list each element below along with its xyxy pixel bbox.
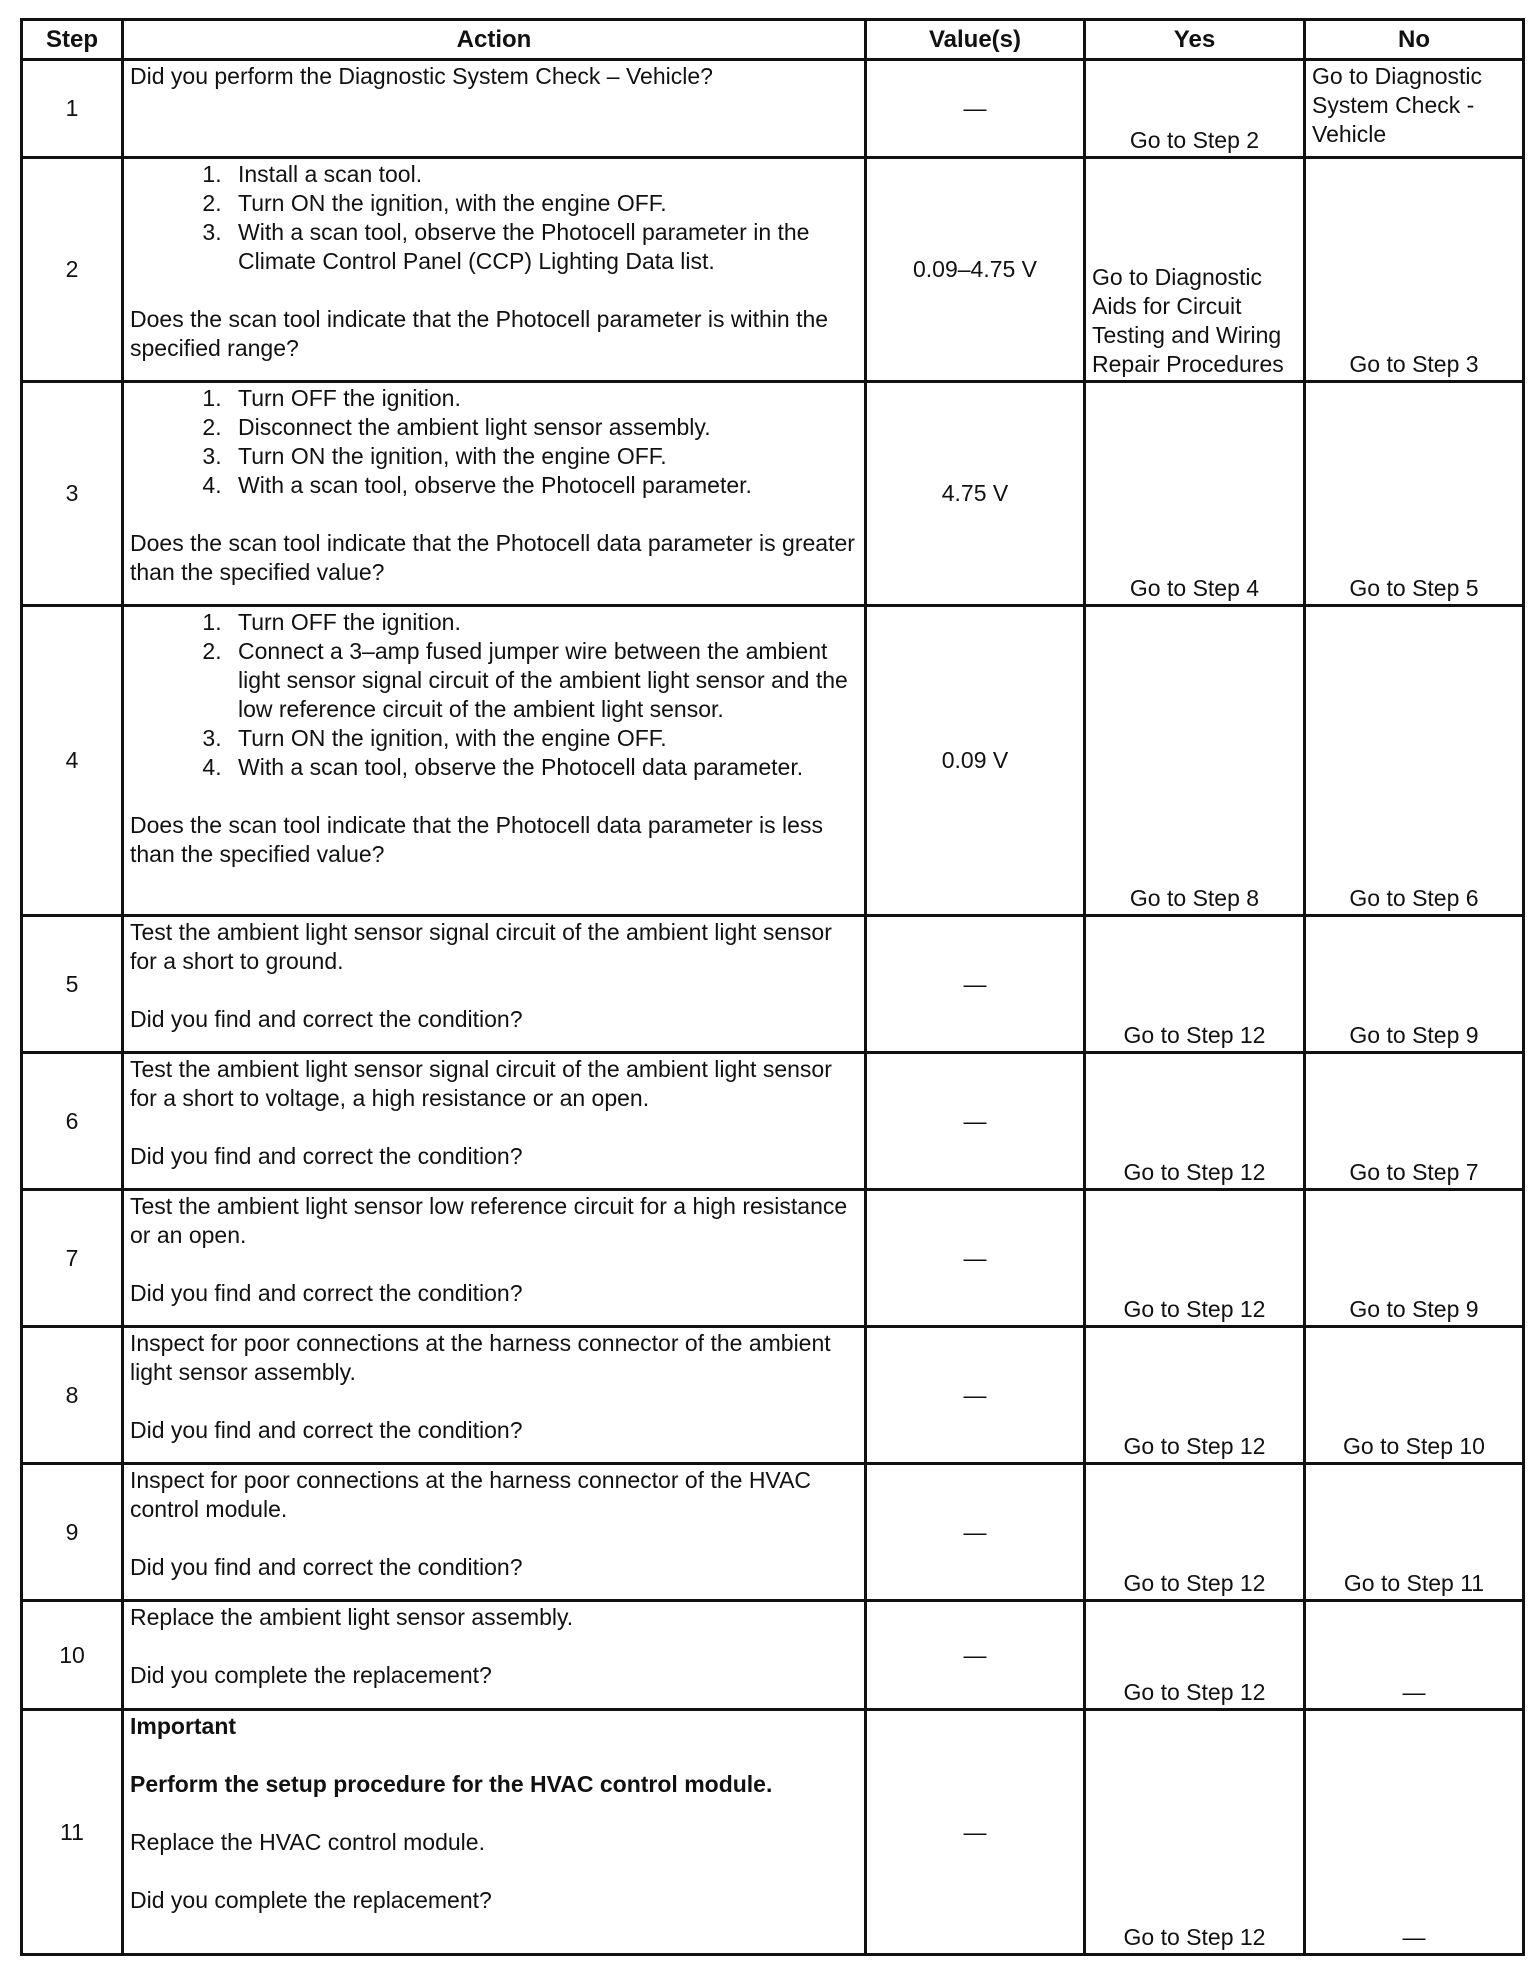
substep: 1. Turn OFF the ignition. <box>228 384 858 413</box>
table-row <box>22 1464 1524 1601</box>
action-instruction: Test the ambient light sensor signal circuit of the ambient light sensor for a short to ground. <box>130 919 832 974</box>
action-question: Did you find and correct the condition? <box>130 1143 523 1169</box>
action-question: Did you complete the replacement? <box>130 1662 492 1688</box>
yes-cell: Go to Step 4 <box>1085 382 1305 606</box>
action-instruction: Replace the HVAC control module. <box>130 1829 485 1855</box>
substep: 3. With a scan tool, observe the Photocell parameter in the Climate Control Panel (CCP) Lighting Data list. <box>228 218 858 276</box>
yes-cell: Go to Step 12 <box>1085 1464 1305 1601</box>
substep-list <box>130 384 858 500</box>
value-cell: — <box>866 916 1085 1053</box>
no-cell: — <box>1305 1710 1524 1955</box>
value-cell: 0.09–4.75 V <box>866 158 1085 382</box>
action-cell <box>123 916 866 1053</box>
step-number: 8 <box>22 1327 123 1464</box>
value-cell: — <box>866 1327 1085 1464</box>
action-instruction: Test the ambient light sensor signal circuit of the ambient light sensor for a short to voltage, a high resistance or an open. <box>130 1056 832 1111</box>
action-question: Does the scan tool indicate that the Photocell parameter is within the specified range? <box>130 306 829 361</box>
header-no: No <box>1305 20 1524 60</box>
header-values: Value(s) <box>866 20 1085 60</box>
substep-list <box>130 160 858 276</box>
step-number: 6 <box>22 1053 123 1190</box>
yes-cell: Go to Diagnostic Aids for Circuit Testing and Wiring Repair Procedures <box>1085 158 1305 382</box>
substep: 4. With a scan tool, observe the Photocell parameter. <box>228 471 858 500</box>
step-number: 1 <box>22 60 123 158</box>
yes-cell: Go to Step 12 <box>1085 1710 1305 1955</box>
important-note: Perform the setup procedure for the HVAC control module. <box>130 1771 773 1797</box>
action-question: Did you find and correct the condition? <box>130 1554 523 1580</box>
substep: 2. Connect a 3–amp fused jumper wire between the ambient light sensor signal circuit of the ambient light sensor and the low reference circuit of the ambient light sensor. <box>228 637 858 724</box>
header-step: Step <box>22 20 123 60</box>
action-instruction: Inspect for poor connections at the harness connector of the HVAC control module. <box>130 1467 812 1522</box>
no-cell: — <box>1305 1601 1524 1710</box>
value-cell: — <box>866 1601 1085 1710</box>
yes-cell: Go to Step 12 <box>1085 1601 1305 1710</box>
action-cell <box>123 158 866 382</box>
value-cell: — <box>866 1710 1085 1955</box>
step-number: 10 <box>22 1601 123 1710</box>
value-cell: — <box>866 1053 1085 1190</box>
substep: 4. With a scan tool, observe the Photocell data parameter. <box>228 753 858 782</box>
substep: 1. Install a scan tool. <box>228 160 858 189</box>
no-cell: Go to Step 6 <box>1305 606 1524 916</box>
table-row <box>22 1710 1524 1955</box>
yes-cell: Go to Step 2 <box>1085 60 1305 158</box>
no-cell: Go to Step 11 <box>1305 1464 1524 1601</box>
substep: 1. Turn OFF the ignition. <box>228 608 858 637</box>
action-cell <box>123 1710 866 1955</box>
action-question: Did you find and correct the condition? <box>130 1417 523 1443</box>
no-cell: Go to Step 7 <box>1305 1053 1524 1190</box>
value-cell: 0.09 V <box>866 606 1085 916</box>
step-number: 11 <box>22 1710 123 1955</box>
table-row <box>22 60 1524 158</box>
action-question: Did you find and correct the condition? <box>130 1006 523 1032</box>
table-row <box>22 158 1524 382</box>
action-cell <box>123 1190 866 1327</box>
step-number: 2 <box>22 158 123 382</box>
action-question: Does the scan tool indicate that the Photocell data parameter is greater than the specified value? <box>130 530 855 585</box>
value-cell: — <box>866 60 1085 158</box>
no-cell: Go to Step 3 <box>1305 158 1524 382</box>
table-row <box>22 1053 1524 1190</box>
yes-cell: Go to Step 12 <box>1085 1190 1305 1327</box>
step-number: 7 <box>22 1190 123 1327</box>
substep-list <box>130 608 858 782</box>
yes-cell: Go to Step 12 <box>1085 1053 1305 1190</box>
diagnostic-table-page <box>20 18 1522 1956</box>
yes-cell: Go to Step 12 <box>1085 1327 1305 1464</box>
diagnostic-table <box>20 18 1525 1956</box>
action-instruction: Replace the ambient light sensor assembly. <box>130 1604 574 1630</box>
step-number: 5 <box>22 916 123 1053</box>
step-number: 9 <box>22 1464 123 1601</box>
action-question: Does the scan tool indicate that the Photocell data parameter is less than the specified value? <box>130 812 823 867</box>
table-row <box>22 916 1524 1053</box>
table-row <box>22 1327 1524 1464</box>
no-cell: Go to Step 5 <box>1305 382 1524 606</box>
value-cell: — <box>866 1190 1085 1327</box>
step-number: 3 <box>22 382 123 606</box>
table-row <box>22 1601 1524 1710</box>
table-row <box>22 382 1524 606</box>
important-label: Important <box>130 1713 237 1739</box>
action-cell <box>123 382 866 606</box>
no-cell: Go to Step 10 <box>1305 1327 1524 1464</box>
yes-cell: Go to Step 8 <box>1085 606 1305 916</box>
action-cell <box>123 1327 866 1464</box>
value-cell: 4.75 V <box>866 382 1085 606</box>
action-cell <box>123 606 866 916</box>
substep: 3. Turn ON the ignition, with the engine OFF. <box>228 442 858 471</box>
value-cell: — <box>866 1464 1085 1601</box>
header-action: Action <box>123 20 866 60</box>
no-cell: Go to Diagnostic System Check - Vehicle <box>1305 60 1524 158</box>
no-cell: Go to Step 9 <box>1305 916 1524 1053</box>
substep: 2. Turn ON the ignition, with the engine OFF. <box>228 189 858 218</box>
substep: 2. Disconnect the ambient light sensor assembly. <box>228 413 858 442</box>
header-row <box>22 20 1524 60</box>
header-yes: Yes <box>1085 20 1305 60</box>
action-cell <box>123 1053 866 1190</box>
yes-cell: Go to Step 12 <box>1085 916 1305 1053</box>
action-question: Did you perform the Diagnostic System Check – Vehicle? <box>130 63 713 89</box>
substep: 3. Turn ON the ignition, with the engine OFF. <box>228 724 858 753</box>
step-number: 4 <box>22 606 123 916</box>
action-instruction: Test the ambient light sensor low reference circuit for a high resistance or an open. <box>130 1193 848 1248</box>
action-instruction: Inspect for poor connections at the harness connector of the ambient light sensor assembly. <box>130 1330 831 1385</box>
table-row <box>22 606 1524 916</box>
no-cell: Go to Step 9 <box>1305 1190 1524 1327</box>
action-cell <box>123 60 866 158</box>
table-row <box>22 1190 1524 1327</box>
action-question: Did you complete the replacement? <box>130 1887 492 1913</box>
action-cell <box>123 1601 866 1710</box>
action-question: Did you find and correct the condition? <box>130 1280 523 1306</box>
action-cell <box>123 1464 866 1601</box>
